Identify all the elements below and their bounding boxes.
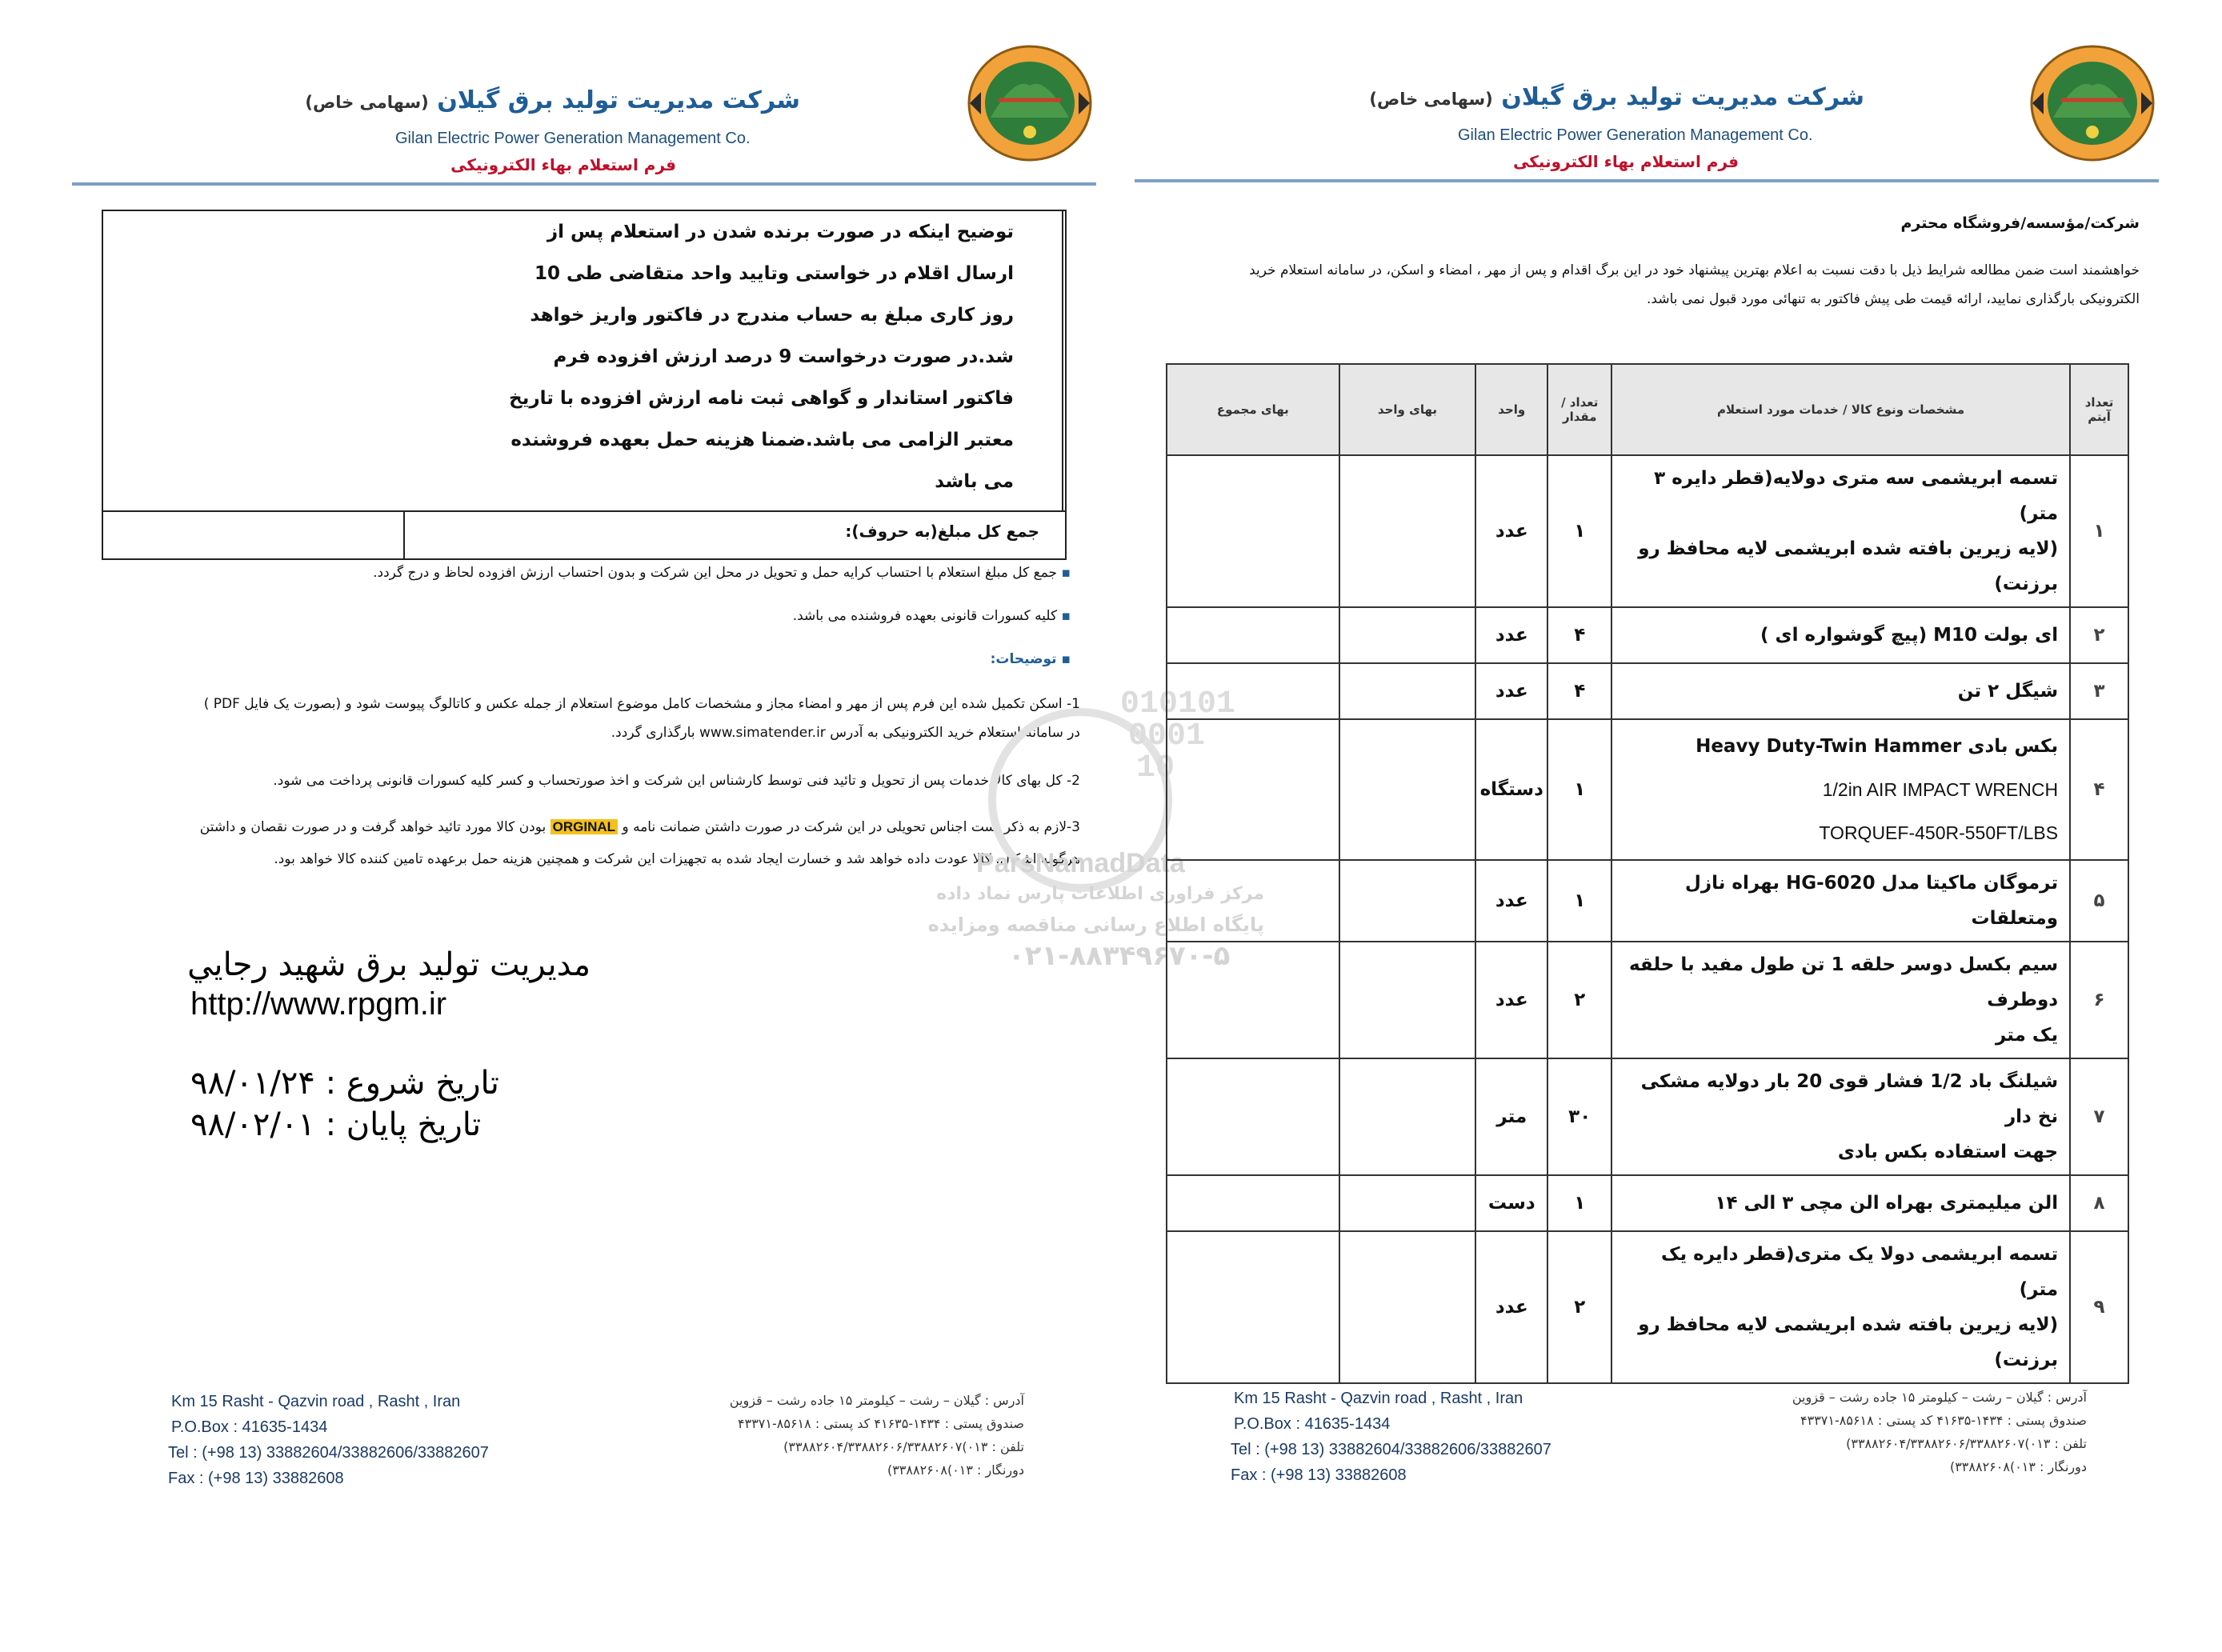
- col-header-total-price: بهای مجموع: [1167, 364, 1339, 455]
- svg-text:10: 10: [1136, 750, 1175, 786]
- notes-box-upper: [103, 211, 1065, 512]
- total-price-cell[interactable]: [1167, 1231, 1339, 1383]
- col-header-description: مشخصات ونوع کالا / خدمات مورد استعلام: [1611, 364, 2070, 455]
- unit-price-cell[interactable]: [1339, 607, 1476, 663]
- svg-text:0001: 0001: [1128, 718, 1206, 754]
- unit-price-cell[interactable]: [1339, 1231, 1476, 1383]
- table-row: ۵ ترموگان ماکیتا مدل HG-6020 بهراه نازل ومتعلقات ۱ عدد: [1167, 860, 2128, 942]
- table-row: ۴ بکس بادی Heavy Duty-Twin Hammer 1/2in AIR IMPACT WRENCH TORQUEF-450R-550FT/LBS ۱ دستگاه: [1167, 719, 2128, 860]
- company-name-left: شرکت مدیریت تولید برق گیلان (سهامی خاص): [305, 86, 800, 114]
- table-row: ۲ ای بولت M10 (پیچ گوشواره ای ) ۴ عدد: [1167, 607, 2128, 663]
- note-1-line-1: 1- اسکن تکمیل شده این فرم پس از مهر و امضاء مجاز و مشخصات کامل موضوع استعلام از جمله عکس و کاتالوگ پیوست شود و (بصورت یک فایل PDF ): [203, 696, 1080, 712]
- footer-fa-left: آدرس : گیلان – رشت – کیلومتر ۱۵ جاده رشت – قزوین صندوق پستی : ۱۴۳۴-۴۱۶۳۵ کد پستی : ۸۵۶۱۸-۴۳۳۷۱ تلفن : ۰۱۳)۳۳۸۸۲۶۰۴/۳۳۸۸۲۶۰۶/۳۳۸۸۲۶۰۷) دورنگار : ۰۱۳)۳۳۸۸۲۶۰۸): [729, 1393, 1024, 1478]
- unit-price-cell[interactable]: [1339, 1058, 1476, 1175]
- note-1-line-2: در سامانه استعلام خرید الکترونیکی به آدرس www.simatender.ir بارگذاری گردد.: [611, 725, 1080, 741]
- total-price-cell[interactable]: [1167, 1058, 1339, 1175]
- table-row: ۶ سیم بکسل دوسر حلقه 1 تن طول مفید با حلقه دوطرف یک متر ۲ عدد: [1167, 942, 2128, 1058]
- notes-heading: ▪ توضیحات:: [990, 651, 1071, 667]
- table-row: ۳ شیگل ۲ تن ۴ عدد: [1167, 663, 2128, 719]
- watermark-phone: ۰۲۱-۸۸۳۴۹۶۷۰-۵: [1008, 940, 1231, 972]
- company-name-right: شرکت مدیریت تولید برق گیلان (سهامی خاص): [1369, 83, 1864, 111]
- intro-text: خواهشمند است ضمن مطالعه شرایط ذیل با دقت نسبت به اعلام بهترین پیشنهاد خود در این برگ اقدام و پس از مهر ، امضاء و اسکن، در سامانه استعلام خرید الکترونیکی بارگذاری نمایید، ارائه قیمت طی پیش فاکتور به تنهائی مورد قبول نمی باشد.: [1249, 262, 2140, 307]
- watermark-line-2: پایگاه اطلاع رسانی مناقصه ومزایده: [927, 914, 1264, 936]
- unit-price-cell[interactable]: [1339, 455, 1476, 607]
- watermark-brand: ParsNamadData: [976, 848, 1185, 878]
- total-price-cell[interactable]: [1167, 860, 1339, 942]
- unit-price-cell[interactable]: [1339, 1175, 1476, 1231]
- total-amount-field[interactable]: [103, 512, 402, 560]
- unit-price-cell[interactable]: [1339, 860, 1476, 942]
- header-rule-left: [72, 182, 1096, 186]
- table-row: ۹ تسمه ابریشمی دولا یک متری(قطر دایره یک متر) (لایه زیرین بافته شده ابریشمی لایه محافظ رو برزنت) ۲ عدد: [1167, 1231, 2128, 1383]
- stamp-url[interactable]: http://www.rpgm.ir: [190, 986, 447, 1022]
- footer-en-right: Km 15 Rasht - Qazvin road , Rasht , Iran P.O.Box : 41635-1434 Tel : (+98 13) 33882604/33882606/33882607 Fax : (+98 13) 33882608: [1231, 1390, 1551, 1484]
- table-header-row: [1167, 364, 2128, 455]
- total-amount-label: جمع کل مبلغ(به حروف):: [845, 522, 1039, 541]
- note-3-line-2: هرگونه اشکال، کالا عودت داده خواهد شد و خسارت ایجاد شده به تجهیزات این شرکت و همچنین هزینه حمل برعهده تامین کننده کالا خواهد بود.: [274, 851, 1080, 867]
- items-table: [1166, 363, 2129, 1384]
- total-price-cell[interactable]: [1167, 663, 1339, 719]
- company-logo-right: [2029, 44, 2156, 162]
- unit-price-cell[interactable]: [1339, 719, 1476, 860]
- company-name-en-right: Gilan Electric Power Generation Management Co.: [1458, 126, 1813, 144]
- total-price-cell[interactable]: [1167, 1175, 1339, 1231]
- stamp-start-date: تاريخ شروع : ۹۸/۰۱/۲۴: [190, 1065, 499, 1102]
- notes-box: [102, 210, 1067, 560]
- col-header-unit: واحد: [1475, 364, 1547, 455]
- stamp-end-date: تاريخ پايان : ۹۸/۰۲/۰۱: [190, 1106, 482, 1143]
- form-title-left: فرم استعلام بهاء الکترونیکی: [450, 155, 676, 174]
- original-highlight: ORGINAL: [550, 819, 618, 834]
- total-price-cell[interactable]: [1167, 719, 1339, 860]
- unit-price-cell[interactable]: [1339, 942, 1476, 1058]
- stamp-organization: مديريت توليد برق شهيد رجايي: [187, 946, 591, 983]
- bullet-total-note: ▪ جمع کل مبلغ استعلام با احتساب کرایه حمل و تحویل در محل این شرکت و بدون احتساب ارزش افزوده لحاظ و درج گردد.: [373, 565, 1071, 581]
- watermark-line-1: مرکز فراوری اطلاعات پارس نماد داده: [936, 884, 1264, 904]
- bullet-deductions-note: ▪ کلیه کسورات قانونی بعهده فروشنده می باشد.: [792, 608, 1071, 624]
- total-price-cell[interactable]: [1167, 607, 1339, 663]
- table-row: ۷ شیلنگ باد 1/2 فشار قوی 20 بار دولایه مشکی نخ دار جهت استفاده بکس بادی ۳۰ متر: [1167, 1058, 2128, 1175]
- svg-text:010101: 010101: [1120, 686, 1236, 722]
- salutation: شرکت/مؤسسه/فروشگاه محترم: [1900, 214, 2140, 232]
- company-logo-left: [967, 44, 1093, 162]
- col-header-unit-price: بهای واحد: [1339, 364, 1476, 455]
- note-3-line-1: 3-لازم به ذکر است اجناس تحویلی در این شرکت در صورت داشتن ضمانت نامه و ORGINAL بودن کالا مورد تائید خواهد گرفت و در صورت نقصان و داشتن: [199, 819, 1080, 835]
- total-price-cell[interactable]: [1167, 455, 1339, 607]
- footer-en-left: Km 15 Rasht - Qazvin road , Rasht , Iran P.O.Box : 41635-1434 Tel : (+98 13) 33882604/33882606/33882607 Fax : (+98 13) 33882608: [168, 1393, 489, 1487]
- terms-paragraph: توضیح اینکه در صورت برنده شدن در استعلام پس از ارسال اقلام در خواستی وتایید واحد متقاضی طی 10 روز کاری مبلغ به حساب مندرج در فاکتور واریز خواهد شد.در صورت درخواست 9 درصد ارزش افزوده فرم فاکتور استاندار و گواهی ثبت نامه ارزش افزوده با تاریخ معتبر الزامی می باشد.ضمنا هزینه حمل بعهده فروشنده می باشد: [509, 222, 1014, 492]
- header-rule-right: [1135, 179, 2159, 182]
- table-row: ۸ الن میلیمتری بهراه الن مچی ۳ الی ۱۴ ۱ دست: [1167, 1175, 2128, 1231]
- col-header-row-num: تعداد آیتم: [2070, 364, 2128, 455]
- form-title-right: فرم استعلام بهاء الکترونیکی: [1513, 152, 1739, 171]
- footer-fa-right: آدرس : گیلان – رشت – کیلومتر ۱۵ جاده رشت – قزوین صندوق پستی : ۱۴۳۴-۴۱۶۳۵ کد پستی : ۸۵۶۱۸-۴۳۳۷۱ تلفن : ۰۱۳)۳۳۸۸۲۶۰۴/۳۳۸۸۲۶۰۶/۳۳۸۸۲۶۰۷) دورنگار : ۰۱۳)۳۳۸۸۲۶۰۸): [1792, 1390, 2087, 1474]
- note-2: 2- کل بهای کالا/خدمات پس از تحویل و تائید فنی توسط کارشناس این شرکت و اخذ صورتحساب و کسر کلیه کسورات قانونی پرداخت می شود.: [273, 773, 1080, 789]
- unit-price-cell[interactable]: [1339, 663, 1476, 719]
- col-header-qty: تعداد / مقدار: [1547, 364, 1611, 455]
- company-name-en-left: Gilan Electric Power Generation Management Co.: [395, 130, 751, 147]
- total-price-cell[interactable]: [1167, 942, 1339, 1058]
- table-row: ۱ تسمه ابریشمی سه متری دولایه(قطر دایره ۳ متر) (لایه زیرین بافته شده ابریشمی لایه محافظ رو برزنت) ۱ عدد: [1167, 455, 2128, 607]
